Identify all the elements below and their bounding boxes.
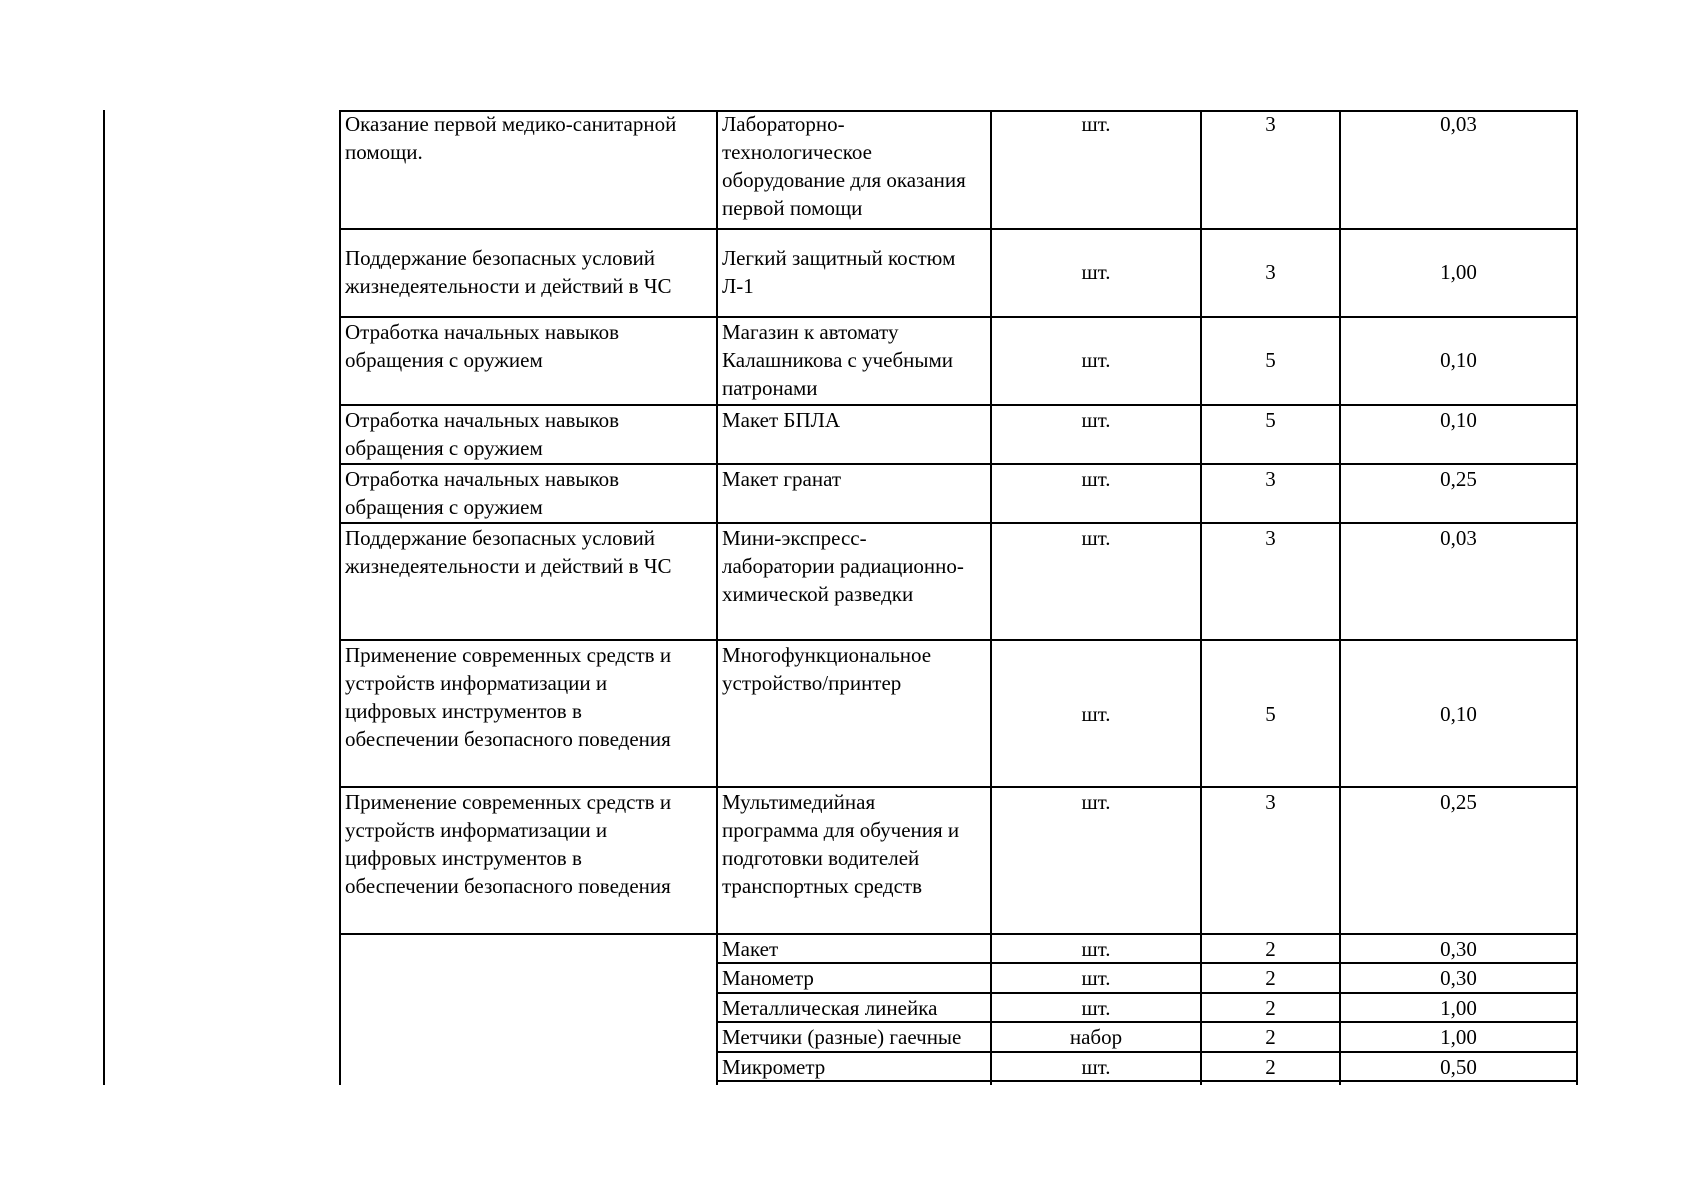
unit-cell: шт. bbox=[1081, 408, 1111, 432]
unit-cell: шт. bbox=[1081, 112, 1111, 136]
quantity-cell: 2 bbox=[1265, 996, 1276, 1020]
coefficient-cell: 0,10 bbox=[1440, 702, 1477, 726]
left-margin-rule bbox=[103, 110, 105, 1085]
item-name-cell: Магазин к автомату Калашникова с учебными патронами bbox=[722, 320, 954, 400]
unit-cell: шт. bbox=[1081, 702, 1111, 726]
coefficient-cell: 0,25 bbox=[1440, 467, 1477, 491]
unit-cell: шт. bbox=[1081, 996, 1111, 1020]
table-right-border bbox=[1576, 110, 1578, 1085]
coefficient-cell: 0,03 bbox=[1440, 112, 1477, 136]
unit-cell: шт. bbox=[1081, 1055, 1111, 1079]
item-name-cell: Макет БПЛА bbox=[722, 408, 841, 432]
purpose-cell: Отработка начальных навыков обращения с оружием bbox=[345, 320, 620, 372]
item-name-cell: Лабораторно- технологическое оборудование для оказания первой помощи bbox=[722, 112, 966, 220]
item-name-cell: Металлическая линейка bbox=[722, 996, 938, 1020]
purpose-cell: Отработка начальных навыков обращения с оружием bbox=[345, 467, 620, 519]
coefficient-cell: 0,10 bbox=[1440, 348, 1477, 372]
unit-cell: шт. bbox=[1081, 966, 1111, 990]
coefficient-cell: 0,10 bbox=[1440, 408, 1477, 432]
item-name-cell: Мини-экспресс- лаборатории радиационно- химической разведки bbox=[722, 526, 964, 606]
quantity-cell: 2 bbox=[1265, 966, 1276, 990]
coefficient-cell: 0,03 bbox=[1440, 526, 1477, 550]
quantity-cell: 3 bbox=[1265, 467, 1276, 491]
quantity-cell: 2 bbox=[1265, 1055, 1276, 1079]
unit-cell: шт. bbox=[1081, 467, 1111, 491]
quantity-cell: 3 bbox=[1265, 790, 1276, 814]
unit-cell: шт. bbox=[1081, 348, 1111, 372]
quantity-cell: 3 bbox=[1265, 526, 1276, 550]
quantity-cell: 3 bbox=[1265, 260, 1276, 284]
unit-cell: шт. bbox=[1081, 526, 1111, 550]
item-name-cell: Метчики (разные) гаечные bbox=[722, 1025, 962, 1049]
coefficient-cell: 0,30 bbox=[1440, 966, 1477, 990]
coefficient-cell: 0,50 bbox=[1440, 1055, 1477, 1079]
quantity-cell: 2 bbox=[1265, 1025, 1276, 1049]
purpose-cell: Поддержание безопасных условий жизнедеятельности и действий в ЧС bbox=[345, 246, 672, 298]
item-name-cell: Мультимедийная программа для обучения и подготовки водителей транспортных средств bbox=[722, 790, 960, 898]
coefficient-cell: 0,30 bbox=[1440, 937, 1477, 961]
quantity-cell: 3 bbox=[1265, 112, 1276, 136]
unit-cell: набор bbox=[1069, 1025, 1123, 1049]
row-border bbox=[339, 228, 1578, 230]
purpose-cell: Отработка начальных навыков обращения с оружием bbox=[345, 408, 620, 460]
item-name-cell: Многофункциональное устройство/принтер bbox=[722, 643, 932, 695]
item-name-cell: Микрометр bbox=[722, 1055, 826, 1079]
coefficient-cell: 0,25 bbox=[1440, 790, 1477, 814]
coefficient-cell: 1,00 bbox=[1440, 1025, 1477, 1049]
purpose-cell: Оказание первой медико-санитарной помощи. bbox=[345, 112, 677, 164]
item-name-cell: Легкий защитный костюм Л-1 bbox=[722, 246, 956, 298]
coefficient-cell: 1,00 bbox=[1440, 996, 1477, 1020]
quantity-cell: 5 bbox=[1265, 408, 1276, 432]
purpose-cell: Поддержание безопасных условий жизнедеятельности и действий в ЧС bbox=[345, 526, 672, 578]
quantity-cell: 2 bbox=[1265, 937, 1276, 961]
item-name-cell: Макет гранат bbox=[722, 467, 842, 491]
quantity-cell: 5 bbox=[1265, 702, 1276, 726]
unit-cell: шт. bbox=[1081, 260, 1111, 284]
purpose-cell: Применение современных средств и устройств информатизации и цифровых инструментов в обеспечении безопасного поведения bbox=[345, 643, 672, 751]
purpose-cell: Применение современных средств и устройств информатизации и цифровых инструментов в обеспечении безопасного поведения bbox=[345, 790, 672, 898]
unit-cell: шт. bbox=[1081, 937, 1111, 961]
unit-cell: шт. bbox=[1081, 790, 1111, 814]
quantity-cell: 5 bbox=[1265, 348, 1276, 372]
item-name-cell: Макет bbox=[722, 937, 779, 961]
coefficient-cell: 1,00 bbox=[1440, 260, 1477, 284]
item-name-cell: Манометр bbox=[722, 966, 814, 990]
